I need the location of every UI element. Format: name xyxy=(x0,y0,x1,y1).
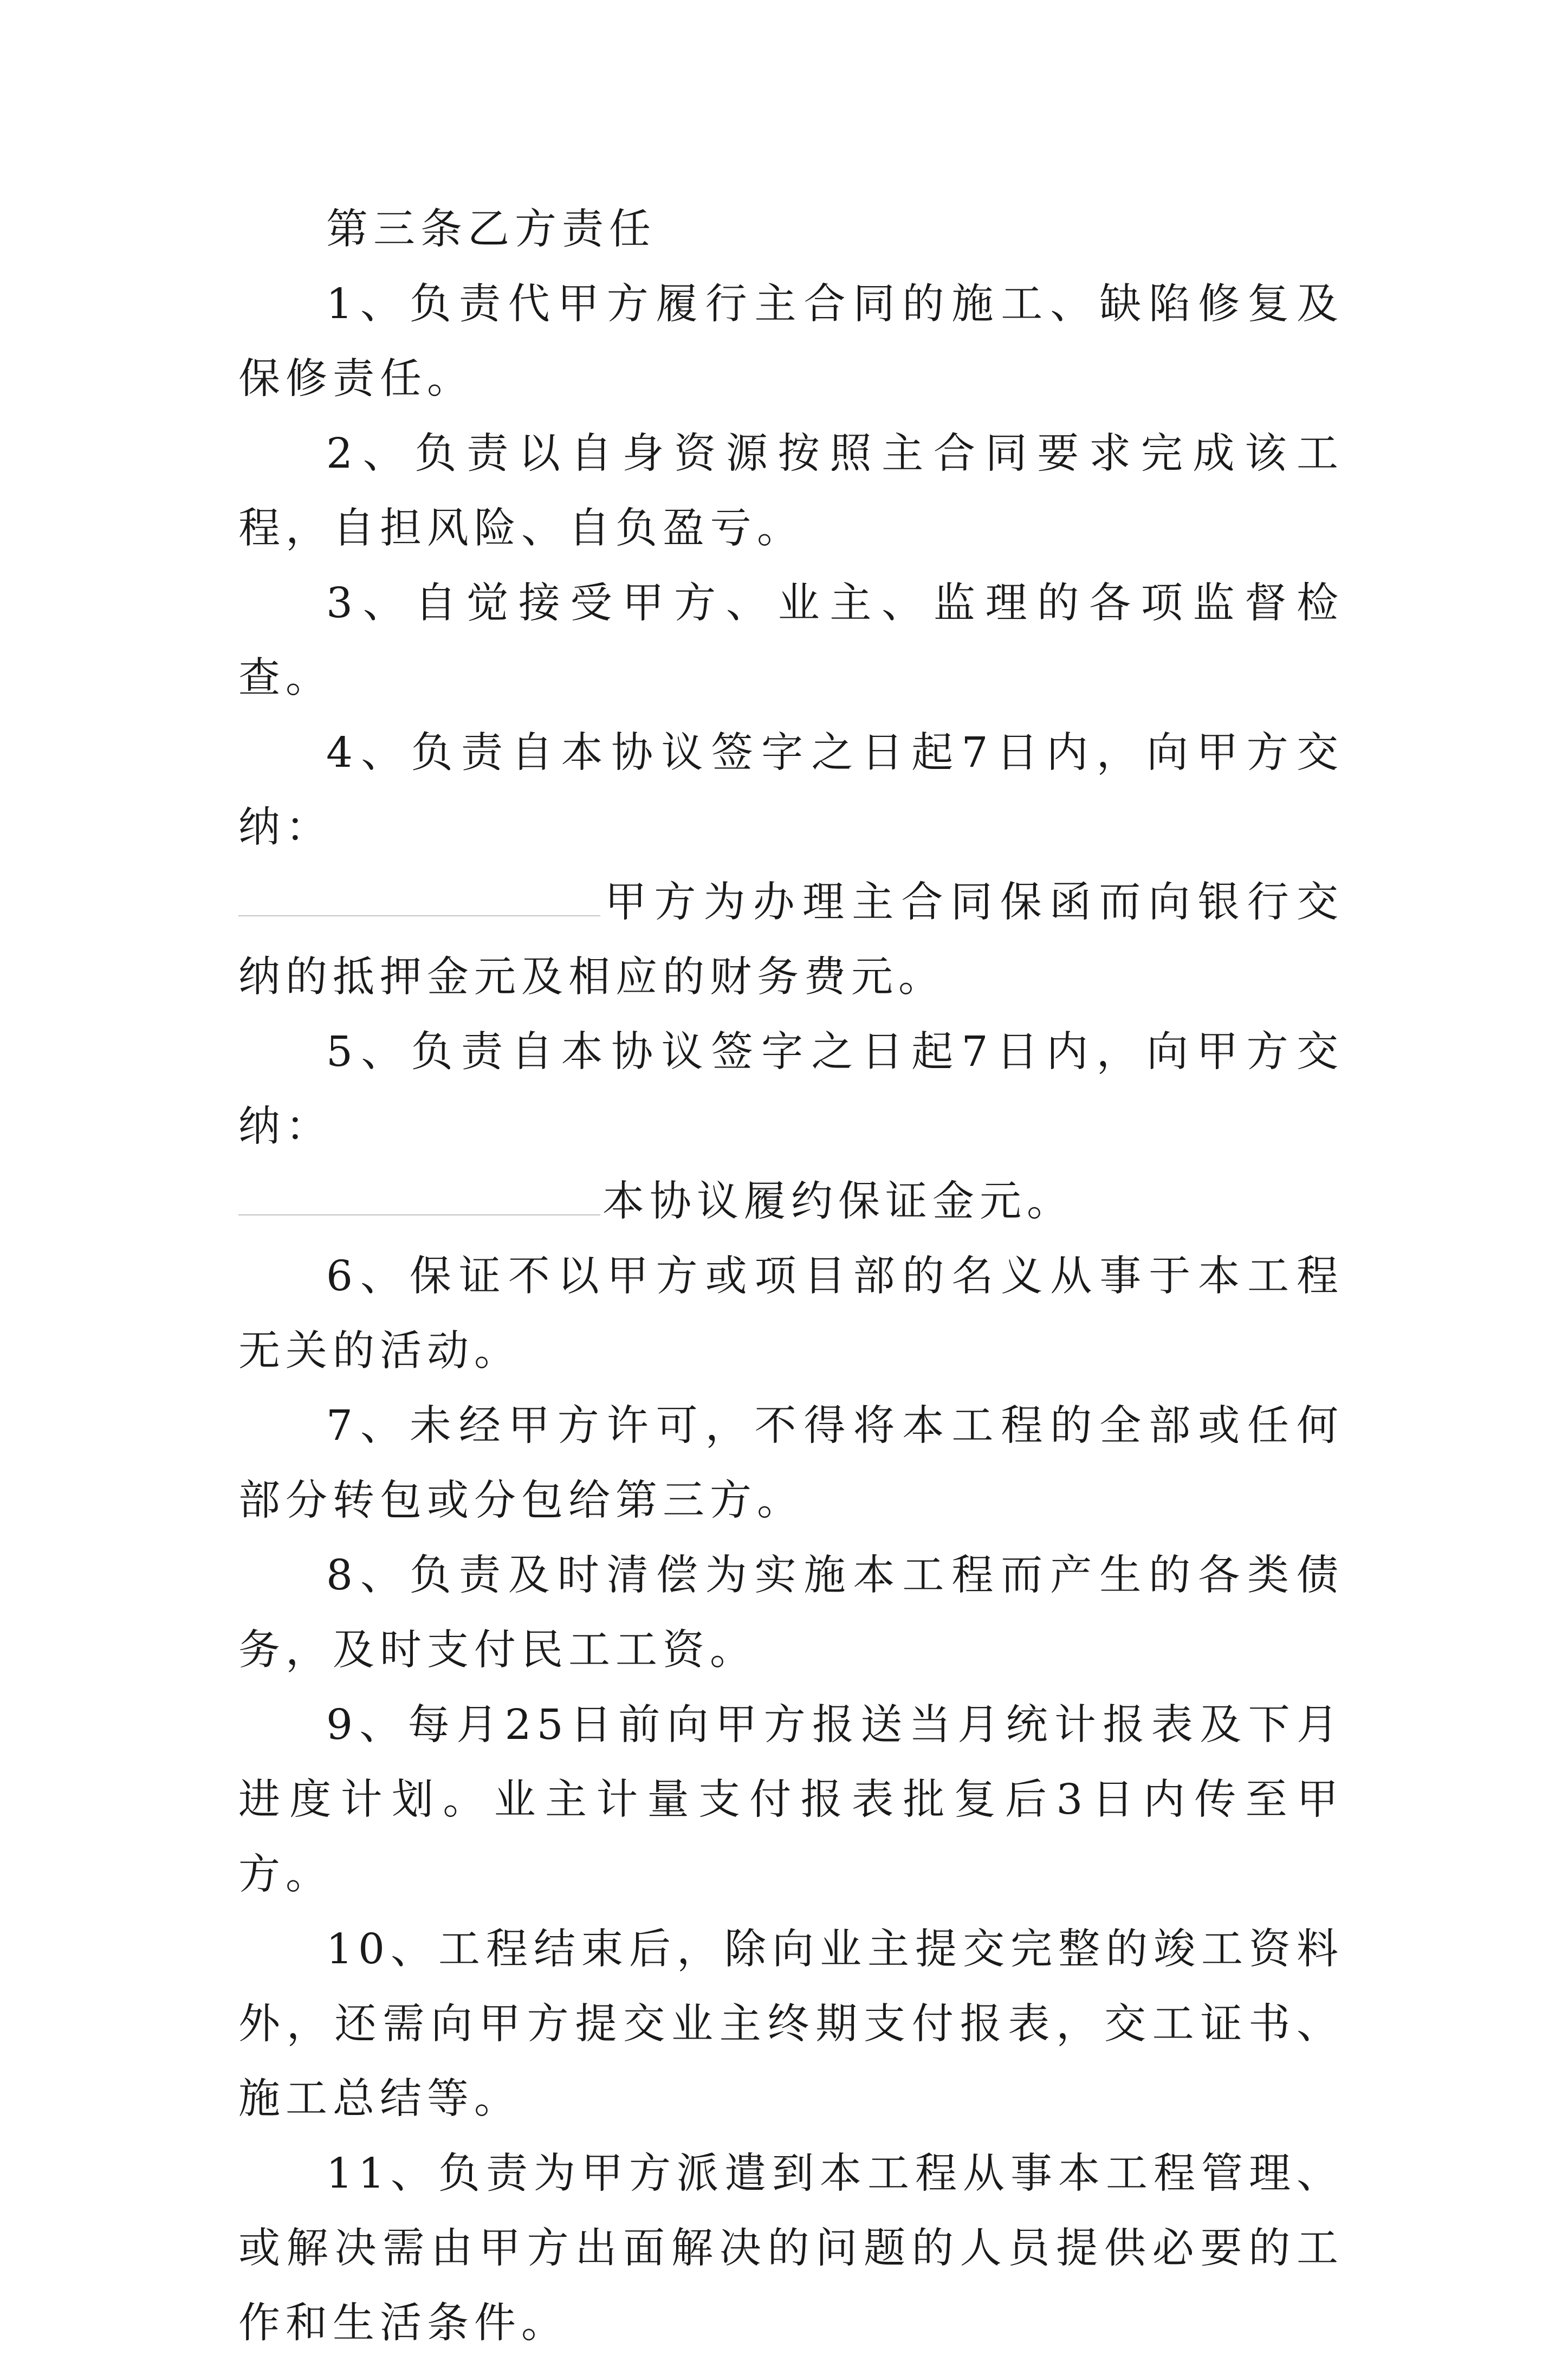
clause-item-8: 8、负责及时清偿为实施本工程而产生的各类债务，及时支付民工工资。 xyxy=(238,1551,1344,1674)
clause-item-7: 7、未经甲方许可，不得将本工程的全部或任何部分转包或分包给第三方。 xyxy=(238,1402,1344,1525)
clause-item-3: 3、自觉接受甲方、业主、监理的各项监督检查。 xyxy=(238,579,1344,702)
fill-in-blank[interactable] xyxy=(238,877,600,916)
clause-item-5-text: 本协议履约保证金元。 xyxy=(602,1178,1074,1226)
clause-item-11: 11、负责为甲方派遣到本工程从事本工程管理、或解决需由甲方出面解决的问题的人员提供必要的工作和生活条件。 xyxy=(238,2150,1344,2347)
clause-item-4-line1: 4、负责自本协议签字之日起7日内，向甲方交纳： xyxy=(238,729,1344,852)
clause-item-4-continued xyxy=(238,865,1344,1015)
clause-item-4 xyxy=(238,716,1344,1015)
clause-item-5-line1: 5、负责自本协议签字之日起7日内，向甲方交纳： xyxy=(238,1028,1344,1151)
clause-item-5-continued xyxy=(238,1165,1344,1239)
clause-item-2: 2、负责以自身资源按照主合同要求完成该工程，自担风险、自负盈亏。 xyxy=(238,430,1344,553)
clause-item-10: 10、工程结束后，除向业主提交完整的竣工资料外，还需向甲方提交业主终期支付报表，交工证书、施工总结等。 xyxy=(238,1925,1344,2123)
fill-in-blank[interactable] xyxy=(238,1176,600,1215)
contract-clause-body xyxy=(238,192,1344,2361)
clause-item-4-text: 甲方为办理主合同保函而向银行交纳的抵押金元及相应的财务费元。 xyxy=(238,878,1344,1001)
clause-heading: 第三条乙方责任 xyxy=(326,205,656,254)
clause-item-1: 1、负责代甲方履行主合同的施工、缺陷修复及保修责任。 xyxy=(238,280,1344,403)
clause-item-9: 9、每月25日前向甲方报送当月统计报表及下月进度计划。业主计量支付报表批复后3日内传至甲方。 xyxy=(238,1701,1344,1899)
clause-item-6: 6、保证不以甲方或项目部的名义从事于本工程无关的活动。 xyxy=(238,1252,1344,1375)
clause-item-5 xyxy=(238,1015,1344,1239)
